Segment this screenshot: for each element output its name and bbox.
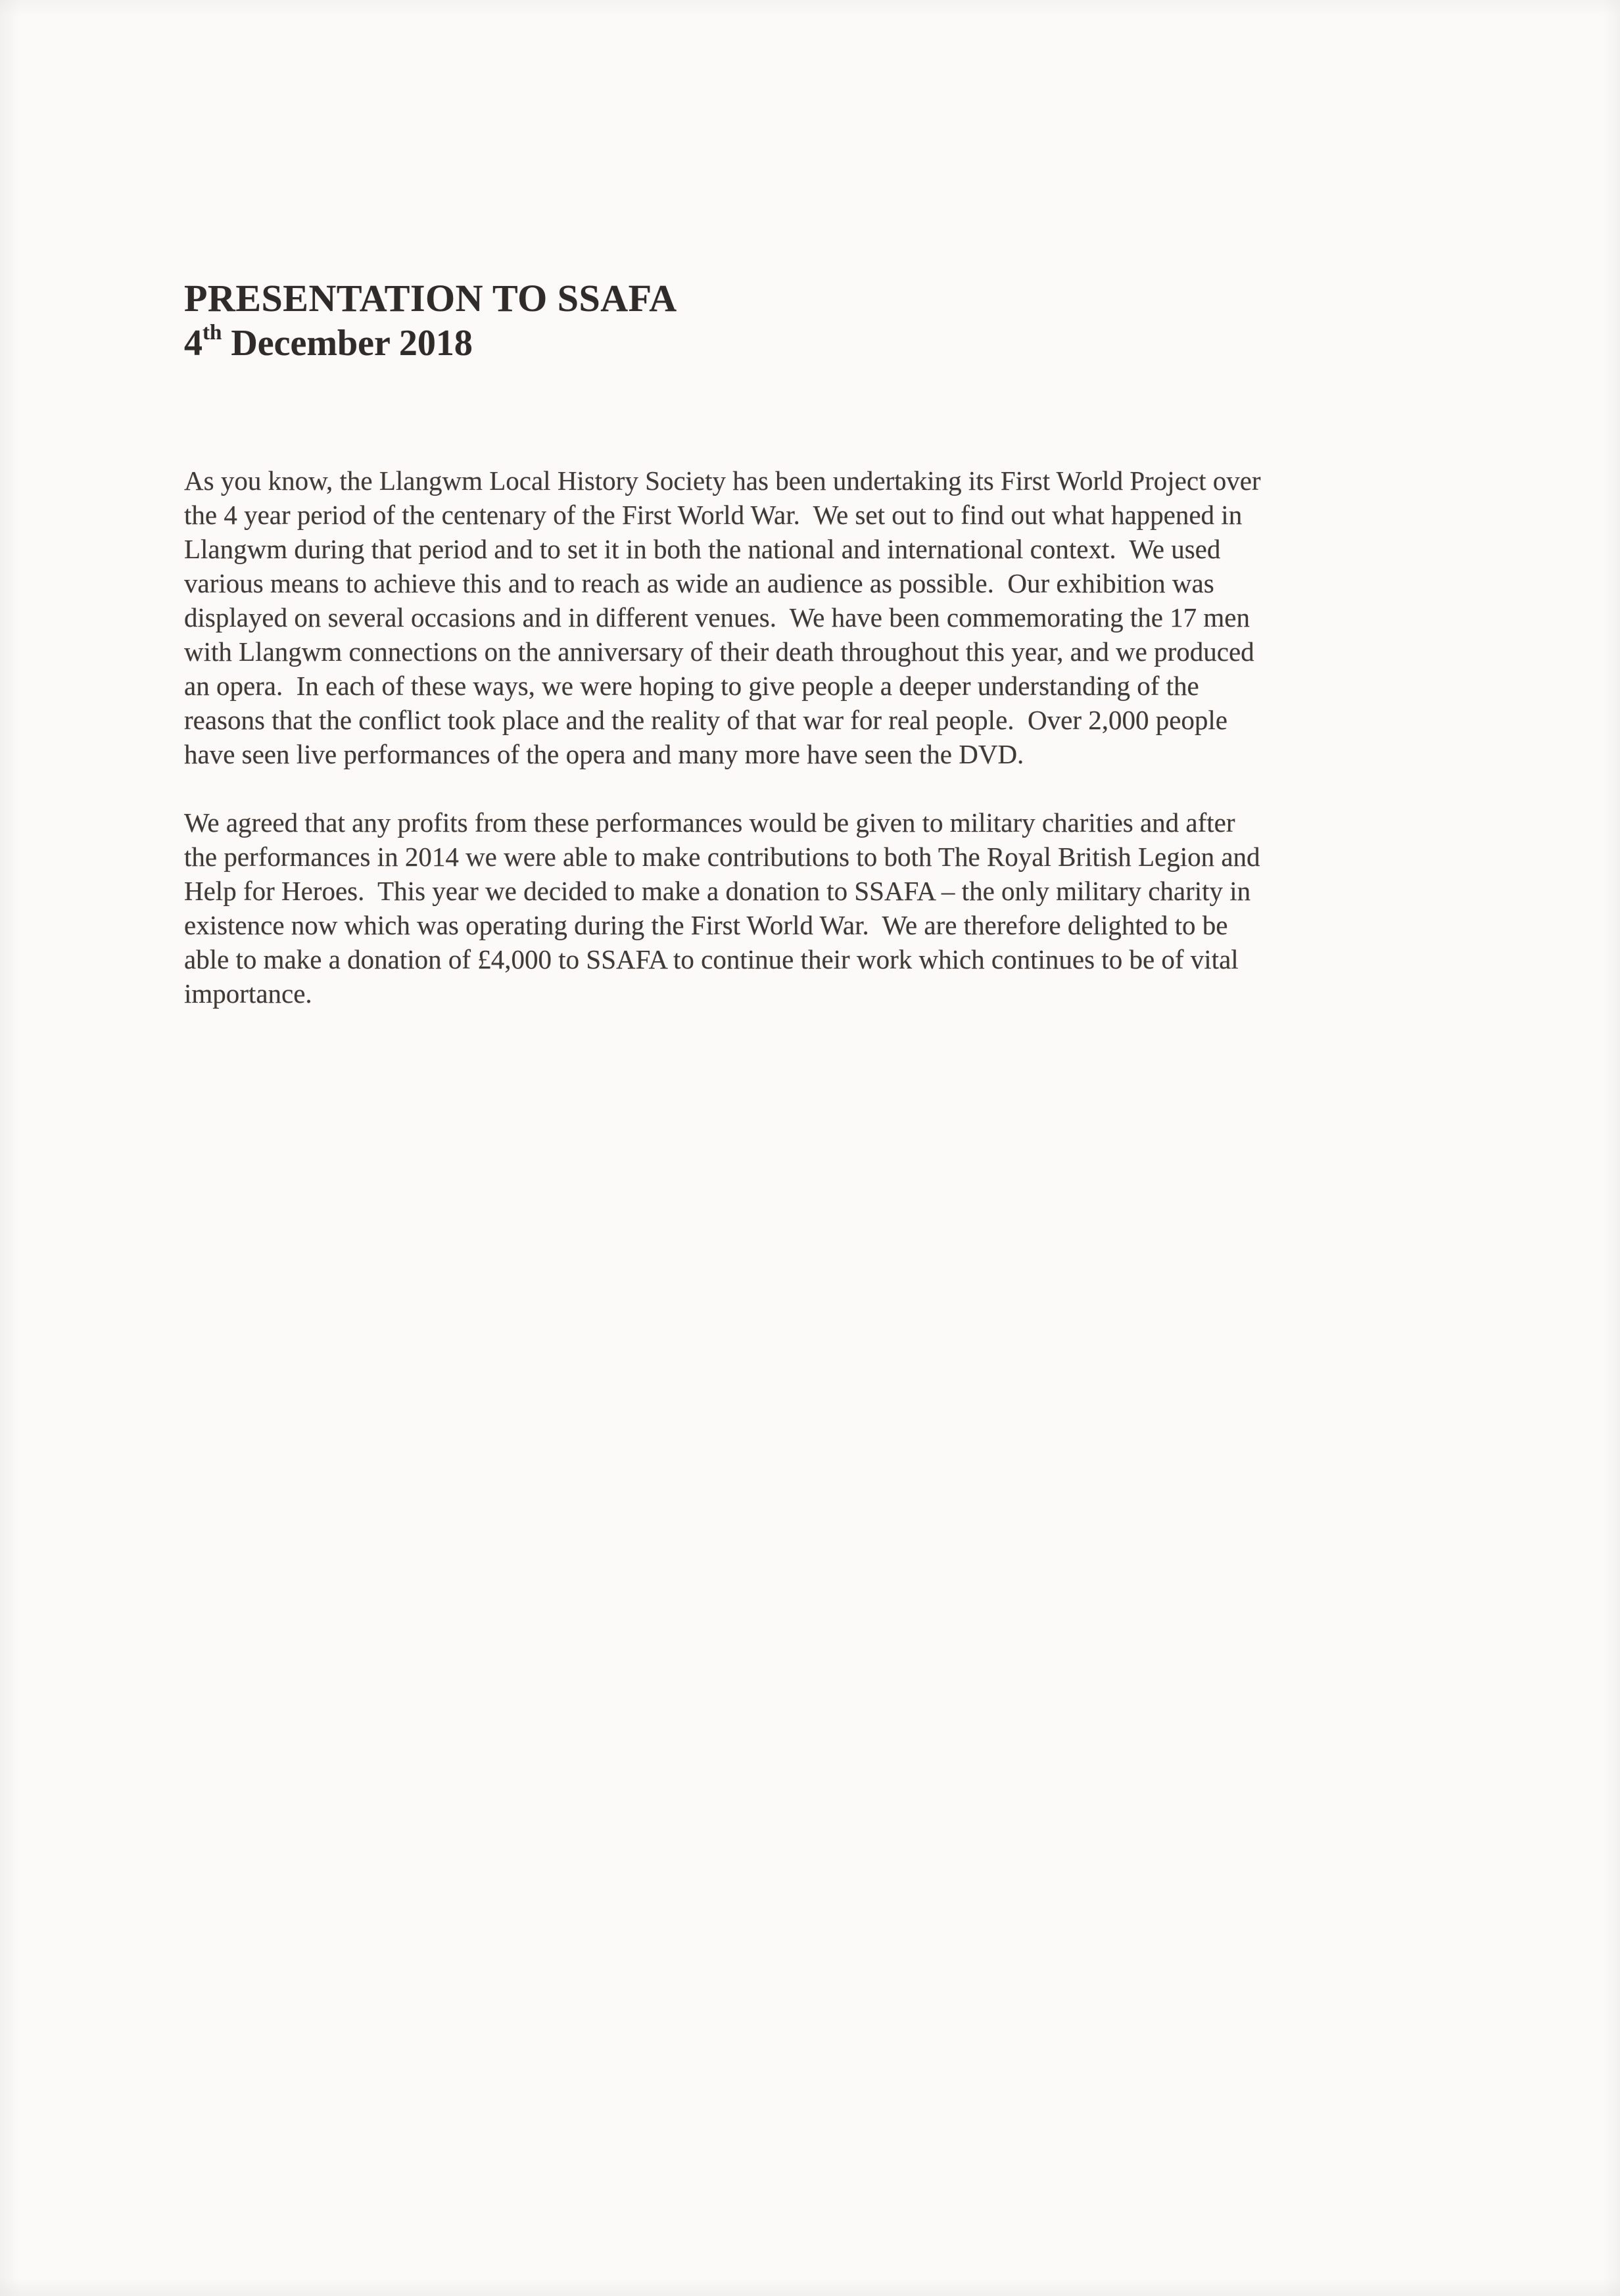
document-date (184, 321, 1437, 366)
paragraph-line: Llangwm during that period and to set it in both the national and international context. We used (184, 534, 1221, 564)
paragraph-line: an opera. In each of these ways, we were hoping to give people a deeper understanding of the (184, 671, 1199, 701)
paragraph-line: with Llangwm connections on the anniversary of their death throughout this year, and we produced (184, 636, 1254, 667)
paragraph-line: As you know, the Llangwm Local History Society has been undertaking its First World Project over (184, 466, 1261, 496)
paragraph-line: importance. (184, 978, 312, 1009)
paragraph (184, 464, 1437, 771)
paragraph (184, 805, 1437, 1011)
paragraph-line: the 4 year period of the centenary of the First World War. We set out to find out what happened in (184, 500, 1243, 530)
paragraph-line: We agreed that any profits from these performances would be given to military charities and after (184, 807, 1235, 838)
date-ordinal-suffix: th (202, 321, 222, 345)
body-paragraphs (184, 464, 1437, 1011)
date-month-year: December 2018 (222, 323, 473, 364)
paragraph-line: have seen live performances of the opera and many more have seen the DVD. (184, 739, 1024, 769)
paragraph-line: various means to achieve this and to reach as wide an audience as possible. Our exhibition was (184, 568, 1214, 598)
paragraph-line: displayed on several occasions and in different venues. We have been commemorating the 17 men (184, 602, 1251, 633)
paragraph-line: reasons that the conflict took place and the reality of that war for real people. Over 2,000 people (184, 705, 1228, 735)
paragraph-line: existence now which was operating during the First World War. We are therefore delighted to be (184, 910, 1228, 940)
letter-content (184, 276, 1437, 1045)
date-day: 4 (184, 323, 202, 364)
paragraph-line: the performances in 2014 we were able to make contributions to both The Royal British Legion and (184, 842, 1260, 872)
paragraph-line: Help for Heroes. This year we decided to make a donation to SSAFA – the only military charity in (184, 876, 1251, 906)
paragraph-line: able to make a donation of £4,000 to SSAFA to continue their work which continues to be of vital (184, 944, 1239, 974)
document-title: PRESENTATION TO SSAFA (184, 277, 677, 320)
